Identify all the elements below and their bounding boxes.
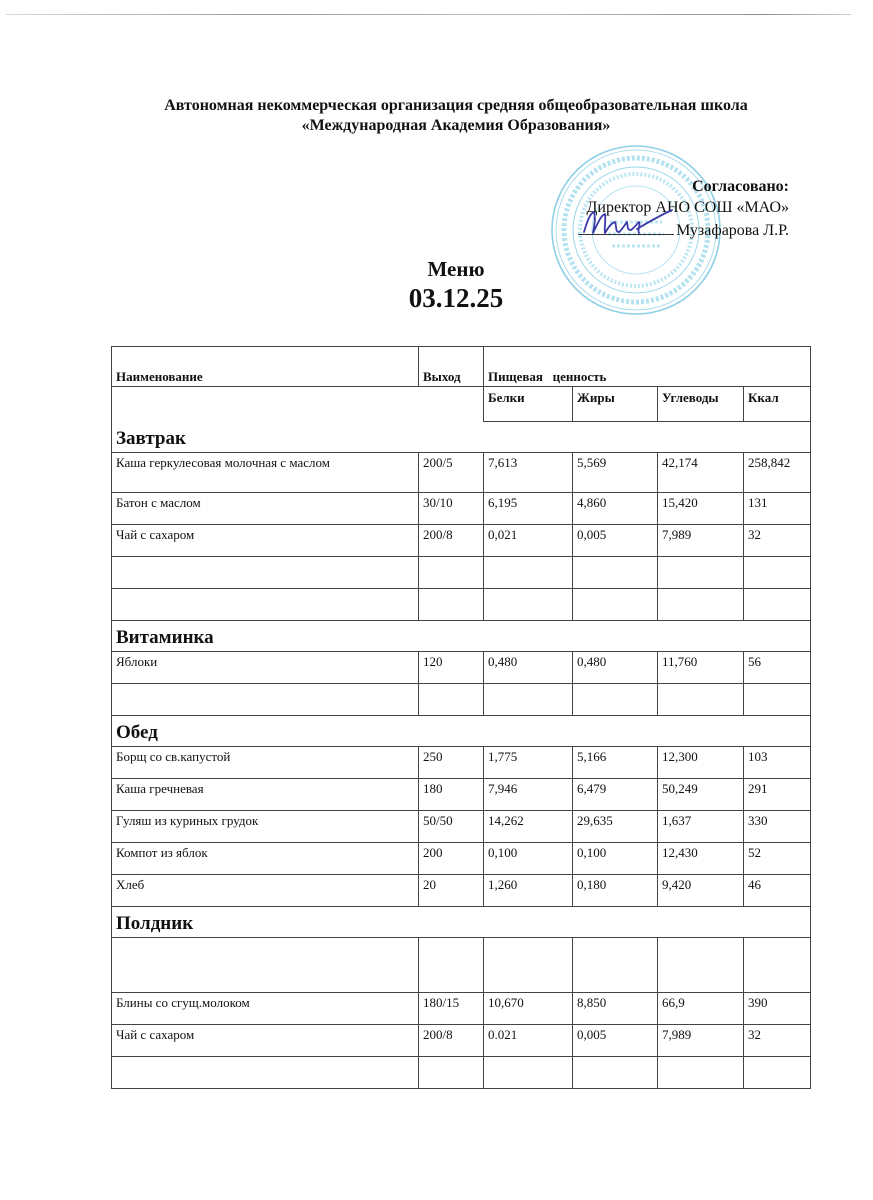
cell-output: 200/8 <box>419 1025 484 1057</box>
cell-proteins: 14,262 <box>484 811 573 843</box>
menu-date: 03.12.25 <box>408 283 504 313</box>
cell-fats: 4,860 <box>573 493 658 525</box>
table-row-empty <box>112 1057 811 1089</box>
cell-empty <box>658 684 744 716</box>
cell-fats: 29,635 <box>573 811 658 843</box>
cell-empty <box>658 557 744 589</box>
table-subheader-row <box>112 387 811 422</box>
cell-proteins: 10,670 <box>484 993 573 1025</box>
cell-kcal: 390 <box>744 993 811 1025</box>
cell-empty <box>484 684 573 716</box>
cell-kcal: 291 <box>744 779 811 811</box>
cell-empty <box>419 938 484 993</box>
section-row <box>112 907 811 938</box>
cell-empty <box>744 557 811 589</box>
menu-title: Меню <box>427 257 485 281</box>
cell-output: 120 <box>419 652 484 684</box>
cell-name: Компот из яблок <box>112 843 419 875</box>
cell-kcal: 32 <box>744 1025 811 1057</box>
cell-fats: 0,005 <box>573 1025 658 1057</box>
cell-name: Блины со сгущ.молоком <box>112 993 419 1025</box>
cell-name: Гуляш из куриных грудок <box>112 811 419 843</box>
cell-fats: 6,479 <box>573 779 658 811</box>
cell-carbs: 7,989 <box>658 1025 744 1057</box>
section-title: Витаминка <box>112 621 811 652</box>
cell-carbs: 7,989 <box>658 525 744 557</box>
table-row-empty <box>112 557 811 589</box>
section-row <box>112 621 811 652</box>
approval-block <box>578 176 789 241</box>
table-row-empty <box>112 938 811 993</box>
table-row <box>112 811 811 843</box>
header-proteins: Белки <box>484 387 573 422</box>
cell-empty <box>419 589 484 621</box>
table-row <box>112 875 811 907</box>
cell-name: Чай с сахаром <box>112 1025 419 1057</box>
cell-empty <box>484 589 573 621</box>
cell-empty <box>573 938 658 993</box>
cell-proteins: 7,946 <box>484 779 573 811</box>
cell-empty <box>744 684 811 716</box>
cell-proteins: 0.021 <box>484 1025 573 1057</box>
header-name: Наименование <box>112 347 419 387</box>
org-name-line1: Автономная некоммерческая организация средняя общеобразовательная школа <box>164 97 748 114</box>
header-carbs: Углеводы <box>658 387 744 422</box>
menu-table <box>111 346 810 1089</box>
cell-fats: 0,005 <box>573 525 658 557</box>
cell-empty <box>484 557 573 589</box>
cell-carbs: 12,430 <box>658 843 744 875</box>
cell-output: 180 <box>419 779 484 811</box>
page-top-rule <box>6 14 851 15</box>
cell-empty <box>484 1057 573 1089</box>
cell-kcal: 258,842 <box>744 453 811 493</box>
cell-name: Хлеб <box>112 875 419 907</box>
cell-output: 200/8 <box>419 525 484 557</box>
cell-proteins: 7,613 <box>484 453 573 493</box>
handwritten-signature <box>578 204 674 238</box>
cell-carbs: 15,420 <box>658 493 744 525</box>
organization-header <box>0 96 873 136</box>
cell-empty <box>112 589 419 621</box>
cell-name: Борщ со св.капустой <box>112 747 419 779</box>
table-row <box>112 747 811 779</box>
header-output: Выход <box>419 347 484 387</box>
cell-fats: 5,569 <box>573 453 658 493</box>
cell-output: 250 <box>419 747 484 779</box>
cell-carbs: 12,300 <box>658 747 744 779</box>
table-row-empty <box>112 684 811 716</box>
cell-proteins: 1,775 <box>484 747 573 779</box>
cell-kcal: 52 <box>744 843 811 875</box>
table-row <box>112 525 811 557</box>
cell-fats: 0,480 <box>573 652 658 684</box>
cell-proteins: 1,260 <box>484 875 573 907</box>
cell-output: 180/15 <box>419 993 484 1025</box>
header-kcal: Ккал <box>744 387 811 422</box>
cell-empty <box>744 938 811 993</box>
cell-kcal: 330 <box>744 811 811 843</box>
cell-carbs: 66,9 <box>658 993 744 1025</box>
cell-proteins: 0,100 <box>484 843 573 875</box>
cell-empty <box>658 1057 744 1089</box>
cell-empty <box>419 1057 484 1089</box>
cell-empty <box>744 1057 811 1089</box>
cell-carbs: 11,760 <box>658 652 744 684</box>
cell-name: Каша геркулесовая молочная с маслом <box>112 453 419 493</box>
cell-carbs: 42,174 <box>658 453 744 493</box>
header-fats: Жиры <box>573 387 658 422</box>
cell-output: 30/10 <box>419 493 484 525</box>
cell-output: 200/5 <box>419 453 484 493</box>
table-row <box>112 993 811 1025</box>
cell-empty <box>112 938 419 993</box>
approval-position: Директор АНО СОШ «МАО» <box>586 199 789 216</box>
cell-fats: 8,850 <box>573 993 658 1025</box>
cell-proteins: 0,021 <box>484 525 573 557</box>
cell-empty <box>112 1057 419 1089</box>
table-row <box>112 1025 811 1057</box>
table-row <box>112 652 811 684</box>
section-row <box>112 716 811 747</box>
cell-name: Яблоки <box>112 652 419 684</box>
table-row <box>112 779 811 811</box>
approval-signer-line <box>578 218 789 241</box>
cell-proteins: 6,195 <box>484 493 573 525</box>
cell-kcal: 56 <box>744 652 811 684</box>
cell-output: 200 <box>419 843 484 875</box>
cell-name: Каша гречневая <box>112 779 419 811</box>
cell-carbs: 9,420 <box>658 875 744 907</box>
cell-kcal: 103 <box>744 747 811 779</box>
org-name-line2: «Международная Академия Образования» <box>301 117 611 134</box>
cell-empty <box>484 938 573 993</box>
approval-title: Согласовано: <box>692 178 789 195</box>
table-row <box>112 493 811 525</box>
cell-name: Чай с сахаром <box>112 525 419 557</box>
table-row-empty <box>112 589 811 621</box>
cell-kcal: 46 <box>744 875 811 907</box>
cell-empty <box>744 589 811 621</box>
cell-name: Батон с маслом <box>112 493 419 525</box>
cell-fats: 0,100 <box>573 843 658 875</box>
header-nutrition: Пищевая ценность <box>484 347 811 387</box>
cell-empty <box>658 938 744 993</box>
approval-signer-name: Музафарова Л.Р. <box>676 222 789 239</box>
cell-empty <box>112 557 419 589</box>
cell-empty <box>658 589 744 621</box>
subheader-blank <box>112 387 484 422</box>
cell-output: 20 <box>419 875 484 907</box>
cell-empty <box>419 684 484 716</box>
cell-empty <box>573 1057 658 1089</box>
cell-empty <box>419 557 484 589</box>
section-title: Полдник <box>112 907 811 938</box>
cell-output: 50/50 <box>419 811 484 843</box>
cell-proteins: 0,480 <box>484 652 573 684</box>
table-row <box>112 453 811 493</box>
section-title: Завтрак <box>112 422 811 453</box>
signature-line <box>578 218 674 235</box>
cell-empty <box>573 589 658 621</box>
table-header-row <box>112 347 811 387</box>
cell-empty <box>573 557 658 589</box>
cell-kcal: 131 <box>744 493 811 525</box>
cell-empty <box>573 684 658 716</box>
section-row <box>112 422 811 453</box>
cell-carbs: 1,637 <box>658 811 744 843</box>
section-title: Обед <box>112 716 811 747</box>
cell-kcal: 32 <box>744 525 811 557</box>
table-row <box>112 843 811 875</box>
cell-carbs: 50,249 <box>658 779 744 811</box>
cell-empty <box>112 684 419 716</box>
cell-fats: 5,166 <box>573 747 658 779</box>
cell-fats: 0,180 <box>573 875 658 907</box>
